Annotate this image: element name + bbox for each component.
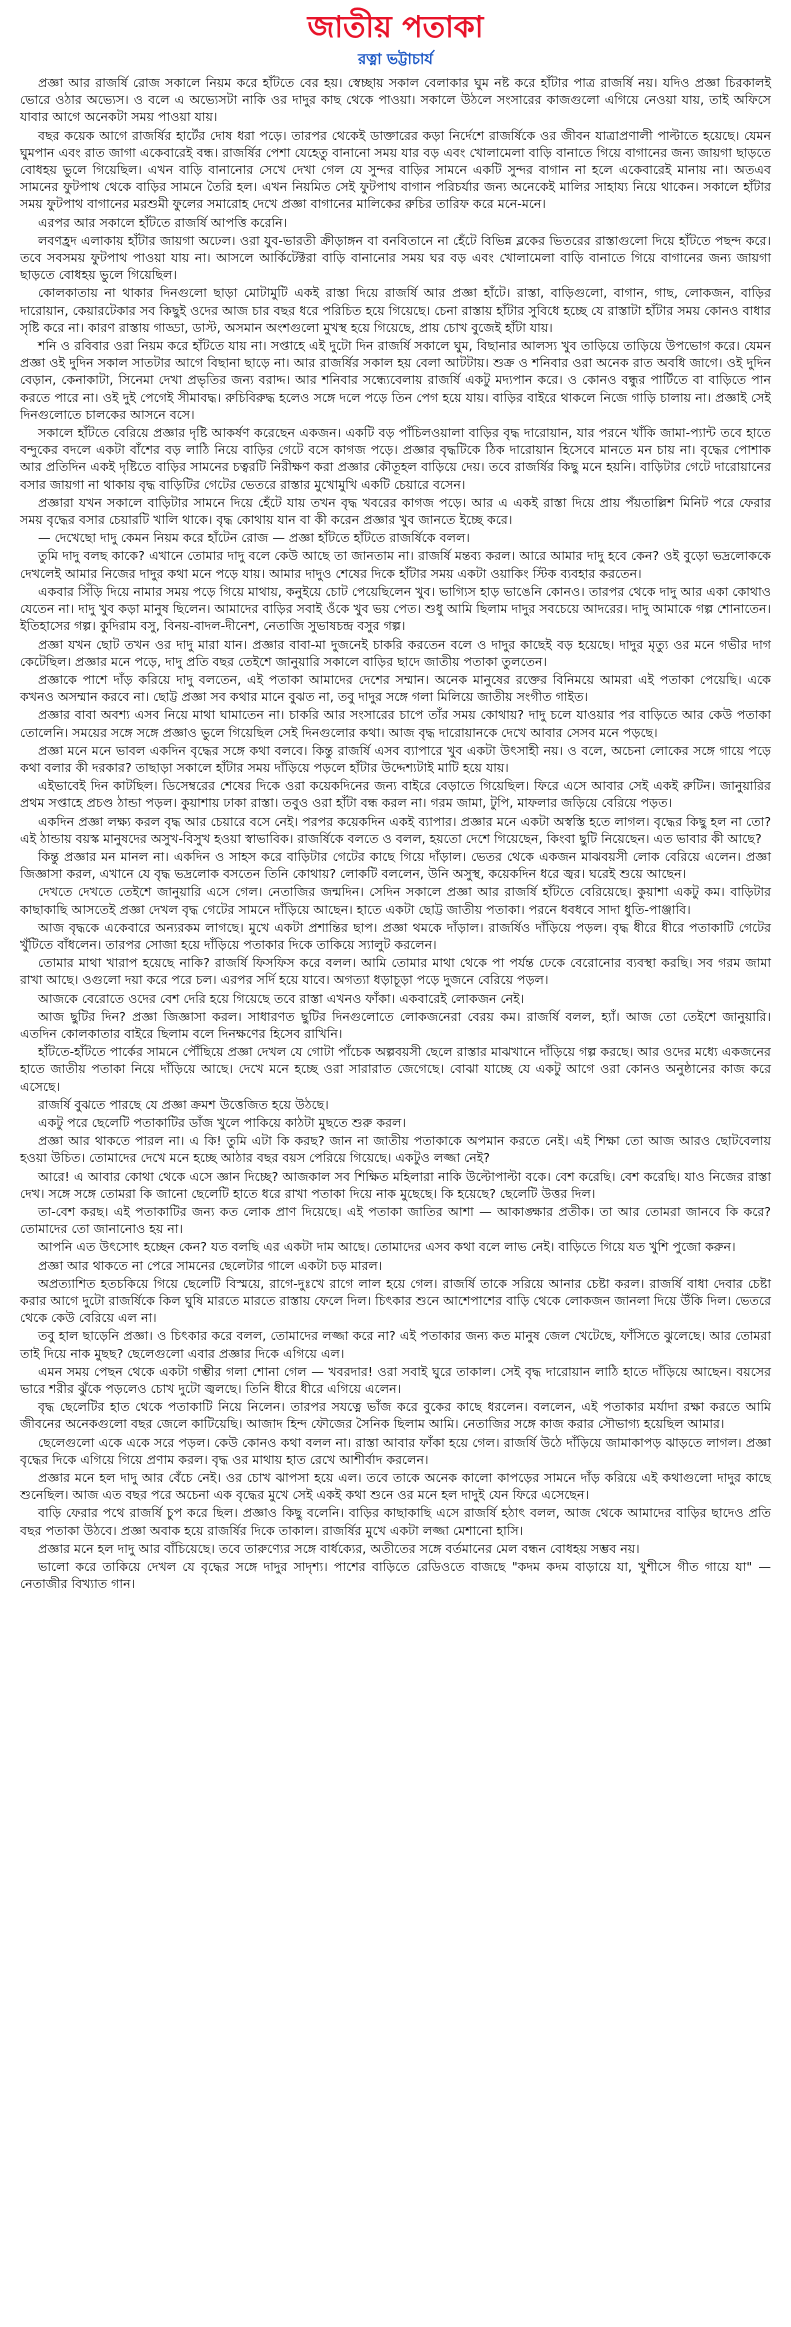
story-paragraph: আজকে বেরোতে ওদের বেশ দেরি হয়ে গিয়েছে তবে রাস্তা এখনও ফাঁকা। একবারেই লোকজন নেই।: [38, 990, 525, 1006]
story-paragraph: সকালে হাঁটতে বেরিয়ে প্রজ্ঞার দৃষ্টি আকর্ষণ করেছেন একজন। একটি বড় পাঁচিলওয়ালা বাড়ির বৃদ্ধ দারোয়ান, যার পরনে খাঁকি জামা-প্যান্ট তবে হাতে বন্দুকের বদলে একটা বাঁশের বড় লাঠি নিয়ে বাড়ির গেটে বসে কাগজ পড়ে। প্রজ্ঞার বৃদ্ধটিকে ঠিক দারোয়ান হিসেবে মানতে মন চায় না। বৃদ্ধের পোশাক আর প্রতিদিন একই দৃষ্টিতে বাড়ির সামনের চত্বরটি নিরীক্ষণ করা প্রজ্ঞার কৌতূহল বাড়িয়ে দেয়। তবে রাজর্ষির কিছু মনে হয়নি। বাড়িটার গেটে দারোয়ানের বসার জায়গা না থাকায় বৃদ্ধ বাড়িটির গেটের ভেতরে রাস্তার মুখোমুখি একটি চেয়ারে বসেন।: [20, 425, 771, 492]
story-paragraph: আপনি এত উৎসোৎ হচ্ছেন কেন? যত বলছি এর একটা দাম আছে। তোমাদের এসব কথা বলে লাভ নেই। বাড়িতে গিয়ে যত খুশি পুজো করুন।: [38, 1239, 736, 1255]
story-paragraph: প্রজ্ঞার মনে হল দাদু আর বেঁচে নেই। ওর চোখ ঝাপসা হয়ে এল। তবে তাকে অনেক কালো কাপড়ের সামনে দাঁড় করিয়ে এই কথাগুলো দাদুর কাছে শুনেছিল। আজ এত বছর পরে অচেনা এক বৃদ্ধের মুখে সেই একই কথা শুনে ওর মনে হল দাদুই যেন ফিরে এসেছেন।: [20, 1470, 772, 1503]
story-paragraph: কোলকাতায় না থাকার দিনগুলো ছাড়া মোটামুটি একই রাস্তা দিয়ে রাজর্ষি আর প্রজ্ঞা হাঁটে। রাস্তা, বাড়িগুলো, বাগান, গাছ, লোকজন, বাড়ির দারোয়ান, কেয়ারটেকার সব কিছুই ওদের আজ চার বছর ধরে পরিচিত হয়ে গিয়েছে। চেনা রাস্তায় হাঁটার সুবিধে হচ্ছে যে রাস্তাটা হাঁটার সময় কোনও বাধার সৃষ্টি করে না। কারণ রাস্তায় গাড্ডা, ডাস্ট, অসমান অংশগুলো মুখস্থ হয়ে গিয়েছে, প্রায় চোখ বুজেই হাঁটা যায়।: [20, 285, 771, 335]
author-name: রত্না ভট্টাচার্য: [358, 50, 433, 68]
story-paragraph: প্রজ্ঞা যখন ছোট তখন ওর দাদু মারা যান। প্রজ্ঞার বাবা-মা দুজনেই চাকরি করতেন বলে ও দাদুর কাছেই বড় হয়েছে। দাদুর মৃত্যু ওর মনে গভীর দাগ কেটেছিল। প্রজ্ঞার মনে পড়ে, দাদু প্রতি বছর তেইশে জানুয়ারি সকালে বাড়ির ছাদে জাতীয় পতাকা তুলতেন।: [20, 636, 771, 669]
story-paragraph: প্রজ্ঞার বাবা অবশ্য এসব নিয়ে মাথা ঘামাতেন না। চাকরি আর সংসারের চাপে তাঁর সময় কোথায়? দাদু চলে যাওয়ার পর বাড়িতে আর কেউ পতাকা তোলেনি। সময়ের সঙ্গে সঙ্গে প্রজ্ঞাও ভুলে গিয়েছিল সেই দিনগুলোর কথা। আজ বৃদ্ধ দারোয়ানকে দেখে আবার সেসব মনে পড়ছে।: [20, 707, 771, 740]
story-paragraph: একবার সিঁড়ি দিয়ে নামার সময় পড়ে গিয়ে মাথায়, কনুইয়ে চোট পেয়েছিলেন খুব। ভাগ্যিস হাড় ভাঙেনি কোনও। তারপর থেকে দাদু আর একা কোথাও যেতেন না। দাদু খুব কড়া মানুষ ছিলেন। আমাদের বাড়ির সবাই ওঁকে খুব ভয় পেত। শুধু আমি ছিলাম দাদুর সবচেয়ে আদরের। দাদু আমাকে গল্প শোনাতেন। ইতিহাসের গল্প। কুদিরাম বসু, বিনয়-বাদল-দীনেশ, নেতাজি সুভাষচন্দ্র বসুর গল্প।: [20, 583, 771, 634]
story-paragraph: প্রজ্ঞারা যখন সকালে বাড়িটার সামনে দিয়ে হেঁটে যায় তখন বৃদ্ধ খবরের কাগজ পড়ে। আর এ একই রাস্তা দিয়ে প্রায় পঁয়তাল্লিশ মিনিট পরে ফেরার সময় বৃদ্ধের বসার চেয়ারটি খালি থাকে। বৃদ্ধ কোথায় যান বা কী করেন প্রজ্ঞার খুব জানতে ইচ্ছে করে।: [20, 494, 771, 528]
story-paragraph: — দেখেছো দাদু কেমন নিয়ম করে হাঁটেন রোজ — প্রজ্ঞা হাঁটতে হাঁটতে রাজর্ষিকে বলল।: [38, 530, 470, 546]
story-paragraph: এইভাবেই দিন কাটছিল। ডিসেম্বরের শেষের দিকে ওরা কয়েকদিনের জন্য বাইরে বেড়াতে গিয়েছিল। ফিরে এসে আবার সেই একই রুটিন। জানুয়ারির প্রথম সপ্তাহে প্রচণ্ড ঠান্ডা পড়ল। কুয়াশায় ঢাকা রাস্তা। তবুও ওরা হাঁটা বন্ধ করল না। গরম জামা, টুপি, মাফলার জড়িয়ে বেরিয়ে পড়ত।: [20, 778, 771, 811]
story-paragraph: প্রজ্ঞা আর থাকতে পারল না। এ কি! তুমি এটা কি করছ? জান না জাতীয় পতাকাকে অপমান করতে নেই। এই শিক্ষা তো আজ আরও ছোটবেলায় হওয়া উচিত। তোমাদের দেখে মনে হচ্ছে আঠার বছর বয়স পেরিয়ে গিয়েছে। একটুও লজ্জা নেই?: [20, 1133, 771, 1166]
story-paragraph: তবু হাল ছাড়েনি প্রজ্ঞা। ও চিৎকার করে বলল, তোমাদের লজ্জা করে না? এই পতাকার জন্য কত মানুষ জেল খেটেছে, ফাঁসিতে ঝুলেছে। আর তোমরা তাই দিয়ে নাক মুছছ? ছেলেগুলো এবার প্রজ্ঞার দিকে এগিয়ে এল।: [20, 1328, 771, 1361]
story-paragraph: একটু পরে ছেলেটি পতাকাটির ডাঁজ খুলে পাকিয়ে কাঠটা মুছতে শুরু করল।: [38, 1114, 406, 1130]
story-paragraph: এরপর আর সকালে হাঁটতে রাজর্ষি আপত্তি করেনি।: [38, 214, 288, 230]
story-paragraph: একদিন প্রজ্ঞা লক্ষ্য করল বৃদ্ধ আর চেয়ারে বসে নেই। পরপর কয়েকদিন একই ব্যাপার। প্রজ্ঞার মনে একটা অস্বস্তি হতে লাগল। বৃদ্ধের কিছু হল না তো? এই ঠান্ডায় বয়স্ক মানুষদের অসুখ-বিসুখ হওয়া স্বাভাবিক। রাজর্ষিকে বলতে ও বলল, হয়তো দেশে গিয়েছেন, কিংবা ছুটি নিয়েছেন। এত ভাবার কী আছে?: [20, 813, 771, 846]
story-paragraph: ভালো করে তাকিয়ে দেখল যে বৃদ্ধের সঙ্গে দাদুর সাদৃশ্য। পাশের বাড়িতে রেডিওতে বাজছে "কদম কদম বাড়ায়ে যা, খুশীসে গীত গায়ে যা" — নেতাজীর বিখ্যাত গান।: [20, 1559, 771, 1592]
story-paragraph: লবণহ্রদ এলাকায় হাঁটার জায়গা অঢেল। ওরা যুব-ভারতী ক্রীড়াঙ্গন বা বনবিতানে না হেঁটে বিভিন্ন ব্লকের ভিতরের রাস্তাগুলো দিয়ে হাঁটতে পছন্দ করে। তবে সবসময় ফুটপাথ পাওয়া যায় না। আসলে আর্কিটেক্টরা বাড়ি বানানোর সময় ঘর বড় এবং খোলামেলা বাড়ি বানাতে গিয়ে বাগানের জন্য জায়গা ছাড়তে বোধহয় ভুলে গিয়েছিল।: [20, 232, 771, 283]
story-paragraph: বছর কয়েক আগে রাজর্ষির হার্টের দোষ ধরা পড়ে। তারপর থেকেই ডাক্তারের কড়া নির্দেশে রাজর্ষিকে ওর জীবন যাত্রাপ্রণালী পাল্টাতে হয়েছে। যেমন ঘুমপান এবং রাত জাগা একেবারেই বন্ধ। রাজর্ষির পেশা যেহেতু বানানো সময় যার বড় এবং খোলামেলা বাড়ি বানাতে গিয়ে বাগানের জন্য জায়গা ছাড়তে বোধহয় ভুলে গিয়েছিল। এখন বাড়ি বানানোর সেখে দেখা গেল যে সুন্দর বাড়ির সামনে একটি সুন্দর বাগান না হলে একেবারেই মানায় না। অতএব সামনের ফুটপাথ থেকে বাড়ির সামনে তৈরি হল। এখন নিয়মিত সেই ফুটপাথ বাগান পরিচর্যার জন্য অনেকেই মালির সাহায্য নিয়ে থাকেন। সকালে হাঁটার সময় ফুটপাথ বাগানের মরশুমী ফুলের সমারোহ দেখে প্রজ্ঞা বাগানের মালিকের রুচির তারিফ করে মনে-মনে।: [20, 127, 771, 212]
story-paragraph: অপ্রত্যাশিত হতচকিয়ে গিয়ে ছেলেটি বিস্ময়ে, রাগে-দুঃখে রাগে লাল হয়ে গেল। রাজর্ষি তাকে সরিয়ে আনার চেষ্টা করল। রাজর্ষি বাধা দেবার চেষ্টা করার আগে দুটো রাজর্ষিকে কিল ঘুষি মারতে মারতে রাস্তায় ফেলে দিল। চিৎকার শুনে আশেপাশের বাড়ি থেকে লোকজন জানলা দিয়ে উঁকি দিল। ভেতরে থেকে কেউ বেরিয়ে এল না।: [20, 1275, 771, 1326]
story-paragraph: আরে! এ আবার কোথা থেকে এসে জ্ঞান দিচ্ছে? আজকাল সব শিক্ষিত মহিলারা নাকি উল্টোপাল্টা বকে। বেশ করেছি। বেশ করেছি। যাও নিজের রাস্তা দেখ। সঙ্গে সঙ্গে তোমরা কি জানো ছেলেটি হাতে ধরে রাখা পতাকা দিয়ে নাক মুছেছে। কি হয়েছে? ছেলেটি উত্তর দিল।: [20, 1168, 771, 1201]
story-paragraph: রাজর্ষি বুঝতে পারছে যে প্রজ্ঞা ক্রমশ উত্তেজিত হয়ে উঠছে।: [38, 1096, 329, 1112]
story-paragraph: আজ ছুটির দিন? প্রজ্ঞা জিজ্ঞাসা করল। সাধারণত ছুটির দিনগুলোতে লোকজনেরা বেরয় কম। রাজর্ষি বলল, হ্যাঁ। আজ তো তেইশে জানুয়ারি। এতদিন কোলকাতার বাইরে ছিলাম বলে দিনক্ষণের হিসেব রাখিনি।: [20, 1008, 771, 1041]
story-paragraph: আজ বৃদ্ধকে একেবারে অন্যরকম লাগছে। মুখে একটা প্রশান্তির ছাপ। প্রজ্ঞা থমকে দাঁড়াল। রাজর্ষিও দাঁড়িয়ে পড়ল। বৃদ্ধ ধীরে ধীরে পতাকাটি গেটের খুঁটিতে বাঁধলেন। তারপর সোজা হয়ে দাঁড়িয়ে পতাকার দিকে তাকিয়ে স্যালুট করলেন।: [20, 919, 771, 952]
story-paragraph: এমন সময় পেছন থেকে একটা গম্ভীর গলা শোনা গেল — খবরদার! ওরা সবাই ঘুরে তাকাল। সেই বৃদ্ধ দারোয়ান লাঠি হাতে দাঁড়িয়ে আছেন। বয়সের ভারে শরীর ঝুঁকে পড়লেও চোখ দুটো জ্বলছে। তিনি ধীরে ধীরে এগিয়ে এলেন।: [20, 1363, 771, 1397]
story-paragraph: তা-বেশ করছ। এই পতাকাটির জন্য কত লোক প্রাণ দিয়েছে। এই পতাকা জাতির আশা — আকাঙ্ক্ষার প্রতীক। তা আর তোমরা জানবে কি করে? তোমাদের তো জানানোও হয় না।: [20, 1204, 771, 1237]
story-paragraph: তুমি দাদু বলছ কাকে? এখানে তোমার দাদু বলে কেউ আছে তা জানতাম না। রাজর্ষি মন্তব্য করল। আরে আমার দাদু হবে কেন? ওই বুড়ো ভদ্রলোককে দেখলেই আমার নিজের দাদুর কথা মনে পড়ে যায়। আমার দাদুও শেষের দিকে হাঁটার সময় একটা ওয়াকিং স্টিক ব্যবহার করতেন।: [20, 548, 771, 581]
story-paragraph: হাঁটতে-হাঁটতে পার্কের সামনে পৌঁছিয়ে প্রজ্ঞা দেখল যে গোটা পাঁচেক অল্পবয়সী ছেলে রাস্তার মাঝখানে দাঁড়িয়ে গল্প করছে। আর ওদের মধ্যে একজনের হাতে জাতীয় পতাকা নিয়ে দাঁড়িয়ে আছে। দেখে মনে হচ্ছে ওরা সারারাত জেগেছে। বোঝা যাচ্ছে যে একটু আগে ওরা কোনও অনুষ্ঠানের কাজ করে এসেছে।: [20, 1044, 771, 1094]
story-paragraph: প্রজ্ঞাকে পাশে দাঁড় করিয়ে দাদু বলতেন, এই পতাকা আমাদের দেশের সম্মান। অনেক মানুষের রক্তের বিনিময়ে আমরা এই পতাকা পেয়েছি। একে কখনও অসম্মান করবে না। ছোট্ট প্রজ্ঞা সব কথার মানে বুঝত না, তবু দাদুর সঙ্গে গলা মিলিয়ে জাতীয় সংগীত গাইত।: [20, 671, 771, 705]
story-paragraph: বাড়ি ফেরার পথে রাজর্ষি চুপ করে ছিল। প্রজ্ঞাও কিছু বলেনি। বাড়ির কাছাকাছি এসে রাজর্ষি হঠাৎ বলল, আজ থেকে আমাদের বাড়ির ছাদেও প্রতি বছর পতাকা উঠবে। প্রজ্ঞা অবাক হয়ে রাজর্ষির দিকে তাকাল। রাজর্ষির মুখে একটা লজ্জা মেশানো হাসি।: [20, 1505, 771, 1538]
story-paragraph: তোমার মাথা খারাপ হয়েছে নাকি? রাজর্ষি ফিসফিস করে বলল। আমি তোমার মাথা থেকে পা পর্যন্ত ঢেকে বেরোনোর ব্যবস্থা করছি। সব গরম জামা রাখা আছে। ওগুলো দয়া করে পরে চল। এরপর সর্দি হয়ে যাবে। অগত্যা ধড়াচূড়া পড়ে দুজনে বেরিয়ে পড়ল।: [20, 955, 771, 988]
story-paragraph: প্রজ্ঞার মনে হল দাদু আর বাঁচিয়েছে। তবে তারুণ্যের সঙ্গে বার্ধক্যের, অতীতের সঙ্গে বর্তমানের মেল বন্ধন বোধহয় সম্ভব নয়।: [38, 1540, 640, 1556]
story-paragraph: ছেলেগুলো একে একে সরে পড়ল। কেউ কোনও কথা বলল না। রাস্তা আবার ফাঁকা হয়ে গেল। রাজর্ষি উঠে দাঁড়িয়ে জামাকাপড় ঝাড়তে লাগল। প্রজ্ঞা বৃদ্ধের দিকে এগিয়ে গিয়ে প্রণাম করল। বৃদ্ধ ওর মাথায় হাত রেখে আশীর্বাদ করলেন।: [20, 1434, 771, 1467]
story-paragraph: প্রজ্ঞা মনে মনে ভাবল একদিন বৃদ্ধের সঙ্গে কথা বলবে। কিন্তু রাজর্ষি এসব ব্যাপারে খুব একটা উৎসাহী নয়। ও বলে, অচেনা লোকের সঙ্গে গায়ে পড়ে কথা বলার কী দরকার? তাছাড়া সকালে হাঁটার সময় দাঁড়িয়ে পড়লে হাঁটার উদ্দেশ্যটাই মাটি হয়ে যায়।: [20, 742, 771, 775]
story-body: [20, 74, 771, 1592]
story-paragraph: শনি ও রবিবার ওরা নিয়ম করে হাঁটতে যায় না। সপ্তাহে এই দুটো দিন রাজর্ষি সকালে ঘুম, বিছানার আলস্য খুব তাড়িয়ে তাড়িয়ে উপভোগ করে। যেমন প্রজ্ঞা ওই দুদিন সকাল সাতটার আগে বিছানা ছাড়ে না। আর রাজর্ষির সকাল হয় বেলা আটটায়। শুক্র ও শনিবার ওরা অনেক রাত অবধি জাগে। ওই দুদিন বেড়ান, কেনাকাটা, সিনেমা দেখা প্রভৃতির জন্য বরাদ্দ। আর শনিবার সন্ধ্যেবেলায় রাজর্ষি একটু মদ্যপান করে। ও কোনও বন্ধুর পার্টিতে বা বাড়িতে পান করতে পারে না। ওই দুই পেগেই সীমাবদ্ধ। রুচিবিরুদ্ধ হলেও সঙ্গে দলে পড়ে তিন পেগ হয়ে যায়। বাড়ির বাইরে থাকলে নিজে গাড়ি চালায় না। প্রজ্ঞাই সেই দিনগুলোতে চালকের আসনে বসে।: [20, 338, 771, 422]
story-paragraph: কিন্তু প্রজ্ঞার মন মানল না। একদিন ও সাহস করে বাড়িটার গেটের কাছে গিয়ে দাঁড়াল। ভেতর থেকে একজন মাঝবয়সী লোক বেরিয়ে এলেন। প্রজ্ঞা জিজ্ঞাসা করল, এখানে যে বৃদ্ধ ভদ্রলোক বসতেন তিনি কোথায়? লোকটি বললেন, উনি অসুস্থ, কয়েকদিন ধরে জ্বর। ঘরেই শুয়ে আছেন।: [20, 848, 771, 882]
story-paragraph: বৃদ্ধ ছেলেটির হাত থেকে পতাকাটি নিয়ে নিলেন। তারপর সযত্নে ভাঁজ করে বুকের কাছে ধরলেন। বললেন, এই পতাকার মর্যাদা রক্ষা করতে আমি জীবনের অনেকগুলো বছর জেলে কাটিয়েছি। আজাদ হিন্দ ফৌজের সৈনিক ছিলাম আমি। নেতাজির সঙ্গে কাজ করার সৌভাগ্য হয়েছিল আমার।: [20, 1399, 771, 1432]
story-paragraph: প্রজ্ঞা আর রাজর্ষি রোজ সকালে নিয়ম করে হাঁটতে বের হয়। স্বেচ্ছায় সকাল বেলাকার ঘুম নষ্ট করে হাঁটার পাত্র রাজর্ষি নয়। যদিও প্রজ্ঞা চিরকালই ভোরে ওঠার অভ্যেস। ও বলে এ অভ্যেসটা নাকি ওর দাদুর কাছ থেকে পাওয়া। সকালে উঠলে সংসারের কাজগুলো এগিয়ে নেওয়া যায়, তাই অফিসে যাবার আগে অনেকটা সময় পাওয়া যায়।: [20, 75, 771, 125]
story-title: জাতীয় পতাকা: [307, 10, 484, 45]
story-paragraph: দেখতে দেখতে তেইশে জানুয়ারি এসে গেল। নেতাজির জন্মদিন। সেদিন সকালে প্রজ্ঞা আর রাজর্ষি হাঁটতে বেরিয়েছে। কুয়াশা একটু কম। বাড়িটার কাছাকাছি আসতেই প্রজ্ঞা দেখল বৃদ্ধ গেটের সামনে দাঁড়িয়ে আছেন। হাতে একটা ছোট্ট জাতীয় পতাকা। পরনে ধবধবে সাদা ধুতি-পাঞ্জাবি।: [20, 884, 771, 917]
story-paragraph: প্রজ্ঞা আর থাকতে না পেরে সামনের ছেলেটার গালে একটা চড় মারল।: [38, 1257, 383, 1273]
